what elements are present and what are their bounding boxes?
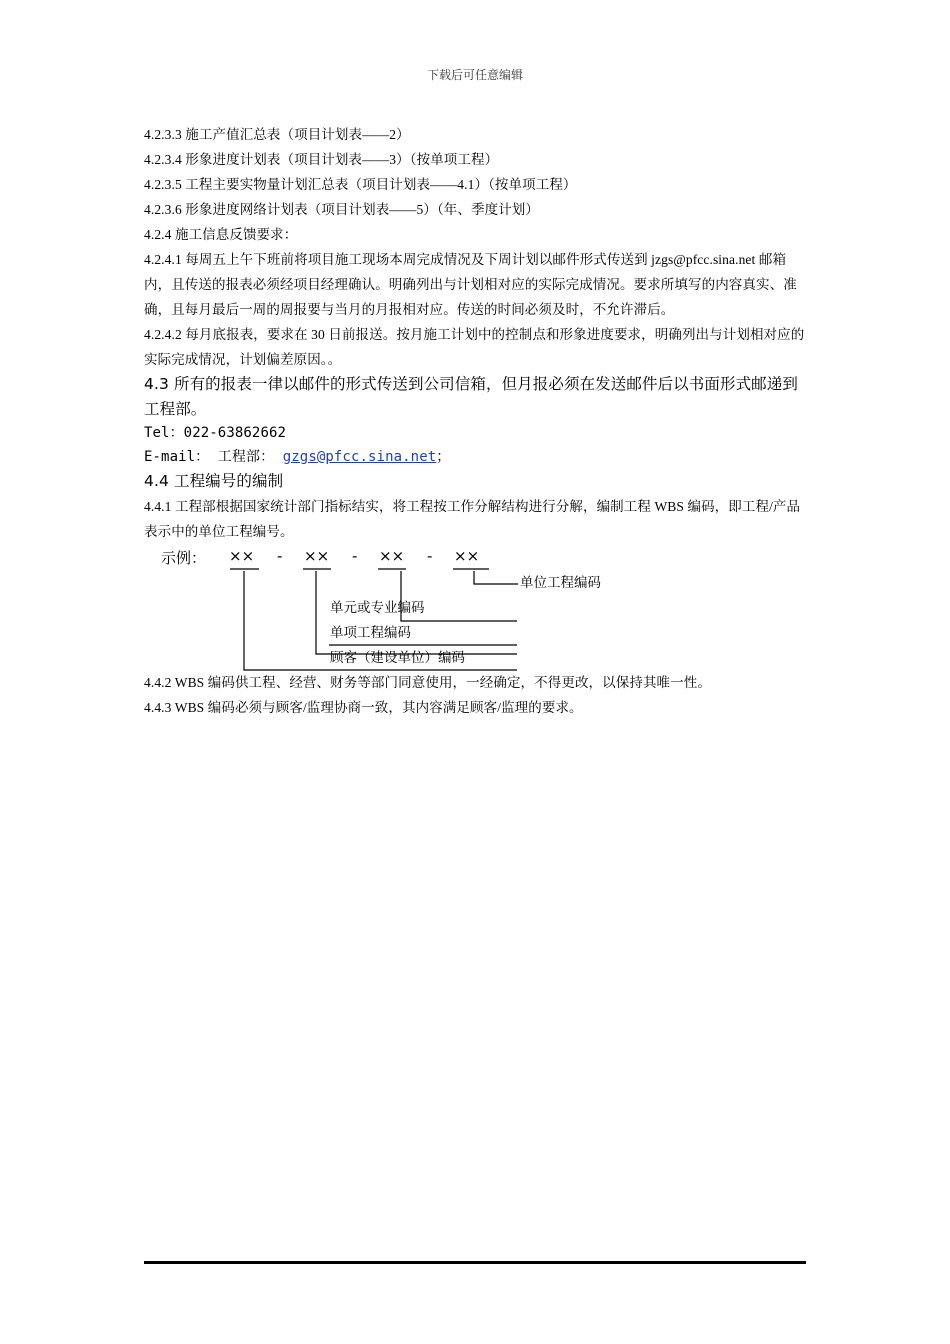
tel-line: Tel：022-63862662: [144, 425, 287, 441]
email-line: [144, 445, 806, 469]
label-item-code: 单项工程编码: [330, 624, 411, 640]
label-unit-code: 单位工程编码: [520, 574, 601, 590]
paragraph-4-2-4-2: 4.2.4.2 每月底报表，要求在 30 日前报送。按月施工计划中的控制点和形象进度要求，明确列出与计划相对应的实际完成情况，计划偏差原因。。: [144, 327, 805, 367]
code-separator-2: -: [352, 546, 358, 565]
line-4-2-3-4: 4.2.3.4 形象进度计划表（项目计划表——3）（按单项工程）: [144, 152, 499, 167]
diagram-connector-lines: [144, 544, 806, 670]
example-label: 示例：: [161, 548, 207, 567]
heading-4-3: 4.3 所有的报表一律以邮件的形式传送到公司信箱，但月报必须在发送邮件后以书面形式邮递到工程部。: [144, 375, 798, 418]
code-segment-4: ××: [454, 546, 480, 565]
line-4-2-3-5: 4.2.3.5 工程主要实物量计划汇总表（项目计划表——4.1）（按单项工程）: [144, 177, 577, 192]
email-prefix: E-mail： 工程部：: [144, 449, 283, 465]
heading-4-4: 4.4 工程编号的编制: [144, 472, 284, 490]
line-4-2-3-6: 4.2.3.6 形象进度网络计划表（项目计划表——5）（年、季度计划）: [144, 202, 539, 217]
paragraph-4-4-1: 4.4.1 工程部根据国家统计部门指标结实，将工程按工作分解结构进行分解，编制工程 WBS 编码，即工程/产品表示中的单位工程编号。: [144, 498, 801, 539]
paragraph-4-2-4-1: 4.2.4.1 每周五上午下班前将项目施工现场本周完成情况及下周计划以邮件形式传送到 jzgs@pfcc.sina.net 邮箱内，且传送的报表必须经项目经理确认。明确列出与计划相对应的实际完成情况。要求所填写的内容真实、准确，且每月最后一周的周报要与当月的月报相对应。传送的时间必须及时，不允许滞后。: [144, 252, 797, 317]
footer-rule: [144, 1261, 806, 1264]
code-separator-3: -: [427, 546, 433, 565]
code-separator-1: -: [277, 546, 283, 565]
paragraph-4-4-2: 4.4.2 WBS 编码供工程、经营、财务等部门同意使用，一经确定，不得更改，以保持其唯一性。: [144, 674, 711, 690]
paragraph-4-4-3: 4.4.3 WBS 编码必须与顾客/监理协商一致，其内容满足顾客/监理的要求。: [144, 699, 583, 715]
label-client-code: 顾客（建设单位）编码: [330, 649, 465, 665]
code-segment-1: ××: [229, 546, 255, 565]
code-segment-2: ××: [304, 546, 330, 565]
line-4-2-4: 4.2.4 施工信息反馈要求：: [144, 227, 298, 242]
line-4-2-3-3: 4.2.3.3 施工产值汇总表（项目计划表——2）: [144, 127, 410, 142]
email-suffix: ；: [436, 449, 451, 465]
wbs-code-diagram: [144, 544, 806, 670]
document-body: [144, 122, 806, 720]
email-link[interactable]: gzgs@pfcc.sina.net: [282, 449, 437, 465]
label-element-code: 单元或专业编码: [330, 599, 425, 615]
page-header: 下载后可任意编辑: [426, 68, 523, 82]
code-segment-3: ××: [379, 546, 405, 565]
